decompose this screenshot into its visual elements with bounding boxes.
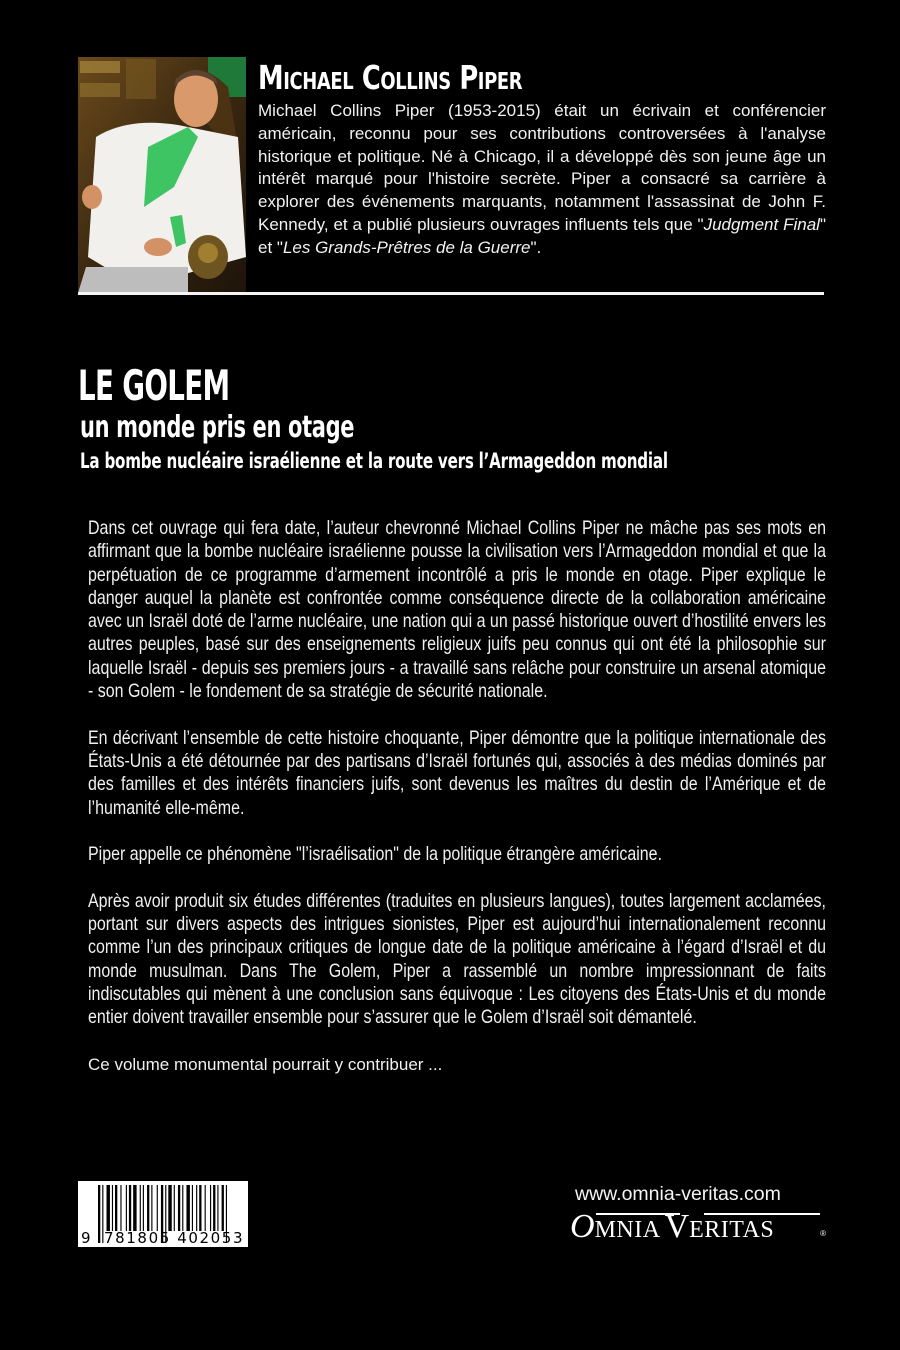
author-bio — [258, 100, 826, 260]
isbn-first-digit: 9 — [81, 1229, 92, 1247]
author-photo — [78, 57, 246, 293]
barcode-bar — [151, 1185, 152, 1231]
logo-letter-v: V — [664, 1208, 690, 1245]
barcode-bar — [186, 1185, 189, 1231]
barcode-bar — [192, 1185, 193, 1231]
barcode-bar — [143, 1185, 144, 1231]
barcode-bar — [98, 1185, 100, 1243]
barcode-bar — [140, 1185, 141, 1231]
book-description — [88, 517, 826, 1099]
barcode-bar — [213, 1185, 215, 1231]
barcode-bar — [196, 1185, 197, 1231]
barcode-bar — [199, 1185, 201, 1231]
barcode-bar — [112, 1185, 113, 1231]
barcode-bar — [133, 1185, 136, 1231]
publisher-logo-text — [570, 1210, 774, 1244]
publisher-website[interactable]: www.omnia-veritas.com — [575, 1183, 781, 1205]
publisher-logo — [570, 1210, 830, 1244]
logo-letter-o: O — [570, 1208, 595, 1245]
barcode-bar — [217, 1185, 218, 1231]
barcode-bar — [120, 1185, 121, 1231]
description-paragraph-4: Après avoir produit six études différentes (traduites en plusieurs langues), toutes largement acclamées, portant sur divers aspects des intrigues sionistes, Piper est aujourd’hui internationalement reconnu comme l’un des principaux critiques de longue date de la politique américaine à l’égard d’Israël et du monde musulman. Dans The Golem, Piper a rassemblé un nombre impressionnant de faits indiscutables qui mènent à une conclusion sans équivoque : Les citoyens des États-Unis et du monde entier doivent travailler ensemble pour s’assurer que le Golem d’Israël soit démantelé. — [88, 889, 826, 1029]
barcode-bar — [147, 1185, 149, 1231]
registered-mark: ® — [820, 1229, 826, 1238]
description-paragraph-1: Dans cet ouvrage qui fera date, l’auteur chevronné Michael Collins Piper ne mâche pas ses mots en affirmant que la bombe nucléaire israélienne pousse la civilisation vers l’Armageddon mondial et que la perpétuation de ce programme d’armement incontrôlé a pris le monde en otage. Piper explique le danger auquel la planète est confrontée comme conséquence directe de la collaboration américaine avec un Israël doté de l’arme nucléaire, une nation qui a un passé historique ouvert d’hostilité envers les autres peuples, basé sur des enseignements religieux juifs peu connus qui ont été la philosophie sur laquelle Israël - depuis ses premiers jours - a travaillé sans relâche pour construire un arsenal atomique - son Golem - le fondement de sa stratégie de sécurité nationale. — [88, 517, 826, 703]
barcode-bar — [205, 1185, 206, 1231]
barcode-bar — [210, 1185, 211, 1231]
book-title-block — [78, 362, 838, 474]
barcode-bar — [107, 1185, 110, 1231]
logo-mnia: MNIA — [594, 1217, 661, 1243]
logo-eritas: ERITAS — [689, 1217, 775, 1243]
divider-rule — [78, 292, 824, 295]
author-name-heading: Michael Collins Piper — [258, 58, 523, 97]
barcode-bar — [168, 1185, 171, 1231]
barcode-bar — [157, 1185, 158, 1231]
barcode-bar — [182, 1185, 183, 1231]
bio-book-title-1: Judgment Final — [703, 214, 820, 234]
isbn-remaining-digits: 781805 402053 — [104, 1229, 245, 1247]
description-paragraph-3: Piper appelle ce phénomène "l’israélisation" de la politique étrangère américaine. — [88, 843, 663, 866]
barcode-bar — [129, 1185, 131, 1231]
description-paragraph-2: En décrivant l’ensemble de cette histoire choquante, Piper démontre que la politique internationale des États-Unis a été détournée par des partisans d’Israël fortunés qui, associés à des médias dominés par des familles et des intérêts financiers juifs, sont devenus les maîtres du destin de l’Amérique et de l’humanité elle-même. — [88, 726, 826, 819]
bio-text-end: ". — [530, 237, 542, 257]
book-title: LE GOLEM — [78, 361, 230, 410]
barcode-bar — [222, 1185, 224, 1231]
isbn-barcode — [78, 1181, 248, 1247]
barcode-bar — [174, 1185, 175, 1231]
bio-text-connector: " et " — [258, 214, 826, 257]
bio-text: Michael Collins Piper (1953-2015) était un écrivain et conférencier américain, reconnu pour ses contributions controversées à l'analyse historique et politique. Né à Chicago, il a développé dès son jeune âge un intérêt marqué pour l'histoire secrète. Piper a consacré sa carrière à explorer des événements marquants, notamment l'assassinat de John F. Kennedy, et a publié plusieurs ouvrages influents tels que " — [258, 101, 826, 234]
barcode-bar — [126, 1185, 127, 1231]
barcode-bar — [178, 1185, 180, 1231]
book-subtitle: un monde pris en otage — [80, 410, 355, 445]
bio-book-title-2: Les Grands-Prêtres de la Guerre — [282, 237, 531, 257]
barcode-bar — [115, 1185, 117, 1231]
description-paragraph-5: Ce volume monumental pourrait y contribuer ... — [88, 1054, 443, 1074]
book-tagline: La bombe nucléaire israélienne et la route vers l’Armageddon mondial — [80, 449, 668, 473]
author-portrait-image — [78, 57, 246, 293]
